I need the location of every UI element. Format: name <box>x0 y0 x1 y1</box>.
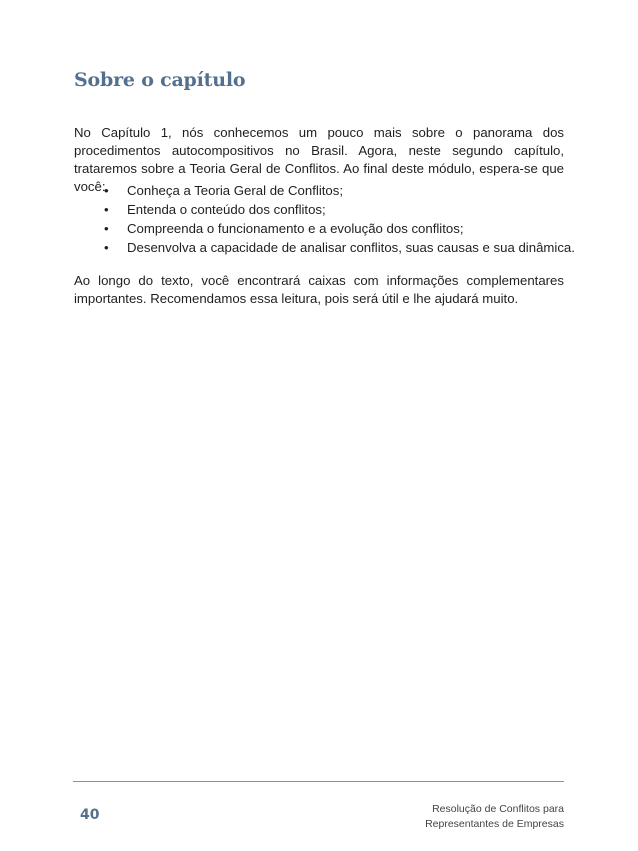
list-item <box>74 200 564 219</box>
running-title <box>425 802 564 832</box>
intro-paragraph: No Capítulo 1, nós conhecemos um pouco mais sobre o panorama dos procedimentos autocompositivos no Brasil. Agora, neste segundo capítulo, trataremos sobre a Teoria Geral de Conflitos. Ao final deste módulo, espera-se que você: <box>74 125 564 194</box>
list-item-text: Conheça a Teoria Geral de Conflitos; <box>127 183 344 198</box>
bullet-icon: • <box>104 183 109 198</box>
section-title: Sobre o capítulo <box>74 69 246 91</box>
list-item-text: Desenvolva a capacidade de analisar conflitos, suas causas e sua dinâmica. <box>127 240 575 255</box>
bullet-icon: • <box>104 221 109 236</box>
running-title-line: Resolução de Conflitos para <box>432 803 564 815</box>
bullet-icon: • <box>104 202 109 217</box>
list-item <box>74 219 564 238</box>
objectives-list <box>74 181 575 257</box>
list-item-text: Entenda o conteúdo dos conflitos; <box>127 202 326 217</box>
list-item <box>74 181 564 200</box>
closing-paragraph: Ao longo do texto, você encontrará caixas com informações complementares importantes. Recomendamos essa leitura, pois será útil e lhe ajudará muito. <box>74 273 564 306</box>
running-title-line: Representantes de Empresas <box>425 818 564 830</box>
list-item-text: Compreenda o funcionamento e a evolução dos conflitos; <box>127 221 464 236</box>
page-number: 40 <box>80 807 100 823</box>
list-item <box>74 238 575 257</box>
bullet-icon: • <box>104 240 109 255</box>
footer-divider <box>73 781 564 782</box>
